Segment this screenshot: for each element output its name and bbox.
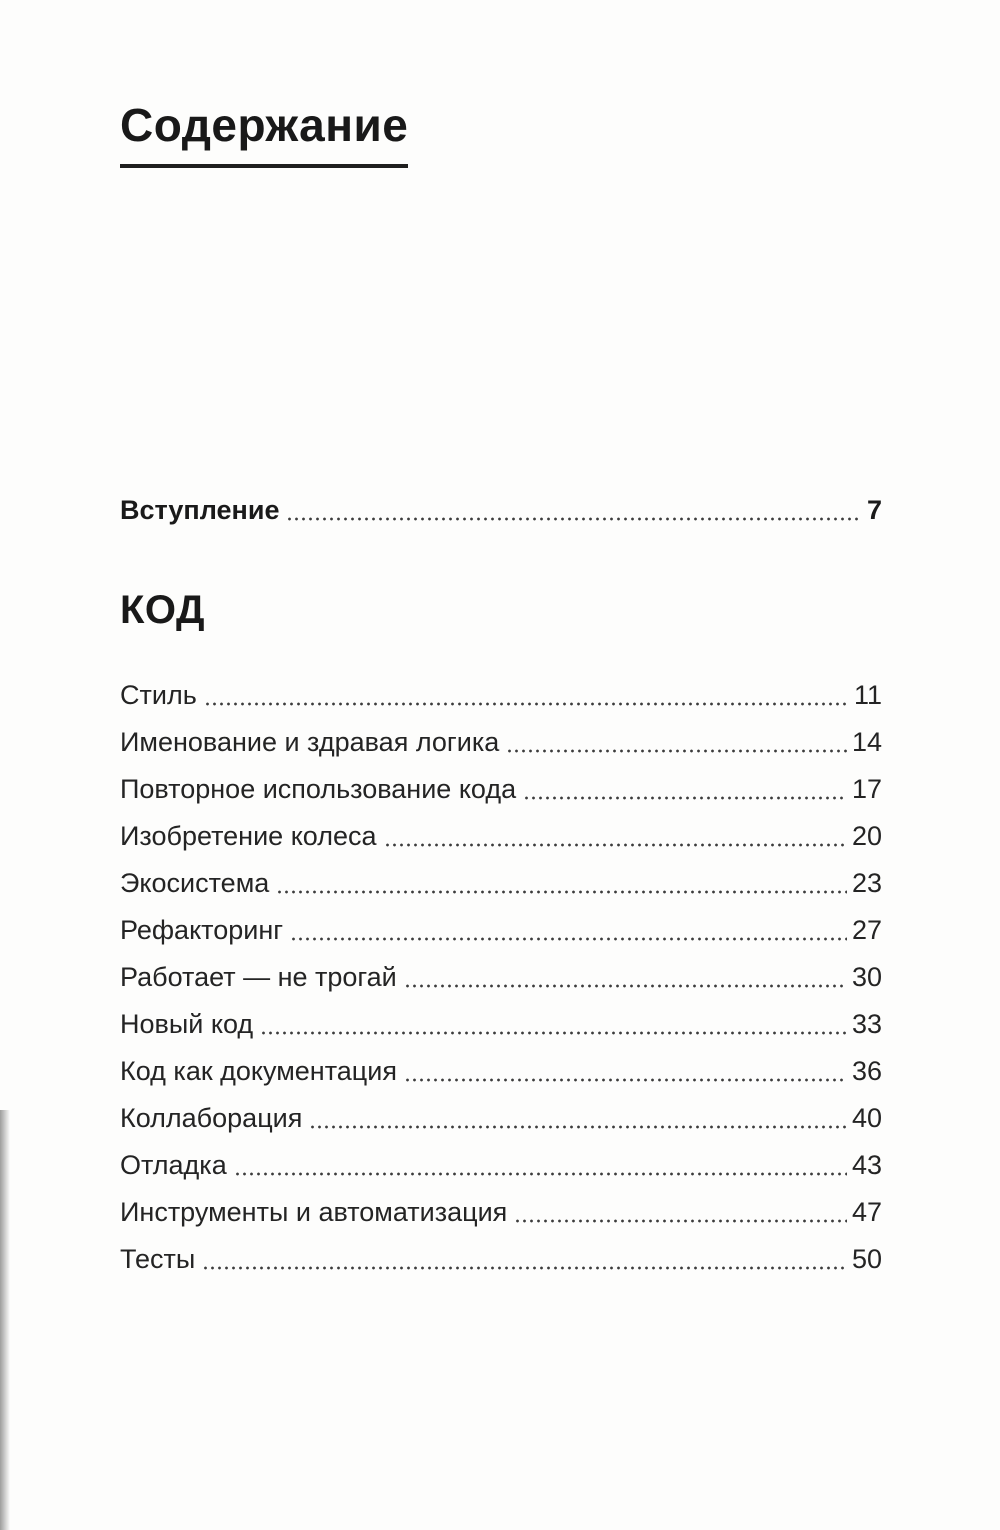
toc-entry-page: 50 — [851, 1244, 882, 1274]
scan-edge-shadow — [0, 1110, 10, 1530]
toc-entry-label: Коллаборация — [120, 1103, 303, 1133]
dot-leader — [404, 1051, 847, 1087]
dot-leader — [514, 1192, 847, 1228]
toc-entry-page: 11 — [853, 680, 882, 710]
toc-entry-page: 20 — [851, 821, 882, 851]
dot-leader — [309, 1098, 847, 1134]
toc-entry-label: Отладка — [120, 1150, 227, 1180]
toc-entry-label: Новый код — [120, 1009, 254, 1039]
dot-leader — [290, 910, 847, 946]
dot-leader — [384, 816, 847, 852]
toc-entry-page: 7 — [866, 495, 882, 525]
dot-leader — [286, 490, 862, 526]
toc-page — [120, 0, 882, 1286]
toc-entry-page: 30 — [851, 962, 882, 992]
dot-leader — [506, 722, 847, 758]
toc-entry — [120, 1098, 882, 1134]
dot-leader — [404, 957, 847, 993]
dot-leader — [276, 863, 847, 899]
toc-entry-page: 40 — [851, 1103, 882, 1133]
toc-entry-label: Экосистема — [120, 868, 270, 898]
toc-entry-label: Рефакторинг — [120, 915, 284, 945]
toc-entry — [120, 957, 882, 993]
toc-entry-page: 47 — [851, 1197, 882, 1227]
toc-entry — [120, 1004, 882, 1040]
dot-leader — [234, 1145, 847, 1181]
toc-entry-label: Инструменты и автоматизация — [120, 1197, 508, 1227]
toc-entry-page: 43 — [851, 1150, 882, 1180]
toc-entry — [120, 769, 882, 805]
toc-entry — [120, 910, 882, 946]
toc-entry — [120, 863, 882, 899]
toc-entry-page: 17 — [851, 774, 882, 804]
section-title: КОД — [120, 588, 205, 632]
dot-leader — [523, 769, 847, 805]
toc-entry-label: Изобретение колеса — [120, 821, 377, 851]
toc-entry — [120, 1051, 882, 1087]
toc-entry-page: 36 — [851, 1056, 882, 1086]
toc-entry-label: Именование и здравая логика — [120, 727, 500, 757]
toc-entry-label: Тесты — [120, 1244, 196, 1274]
toc-entry-label: Повторное использование кода — [120, 774, 517, 804]
toc-entries — [120, 675, 882, 1275]
toc-entry-label: Код как документация — [120, 1056, 397, 1086]
toc-entry-label: Работает — не трогай — [120, 962, 397, 992]
toc-entry-intro — [120, 490, 882, 526]
toc-entry-page: 23 — [851, 868, 882, 898]
toc-entry-label: Вступление — [120, 495, 280, 525]
page-title: Содержание — [120, 98, 408, 168]
toc-entry-page: 33 — [851, 1009, 882, 1039]
toc-entry-page: 27 — [851, 915, 882, 945]
toc-entry-page: 14 — [851, 727, 882, 757]
toc-entry — [120, 1239, 882, 1275]
dot-leader — [260, 1004, 847, 1040]
toc-entry — [120, 675, 882, 711]
dot-leader — [204, 675, 849, 711]
toc-entry — [120, 1192, 882, 1228]
toc-entry-label: Стиль — [120, 680, 197, 710]
toc-entry — [120, 722, 882, 758]
dot-leader — [202, 1239, 847, 1275]
toc-entry — [120, 1145, 882, 1181]
toc-entry — [120, 816, 882, 852]
